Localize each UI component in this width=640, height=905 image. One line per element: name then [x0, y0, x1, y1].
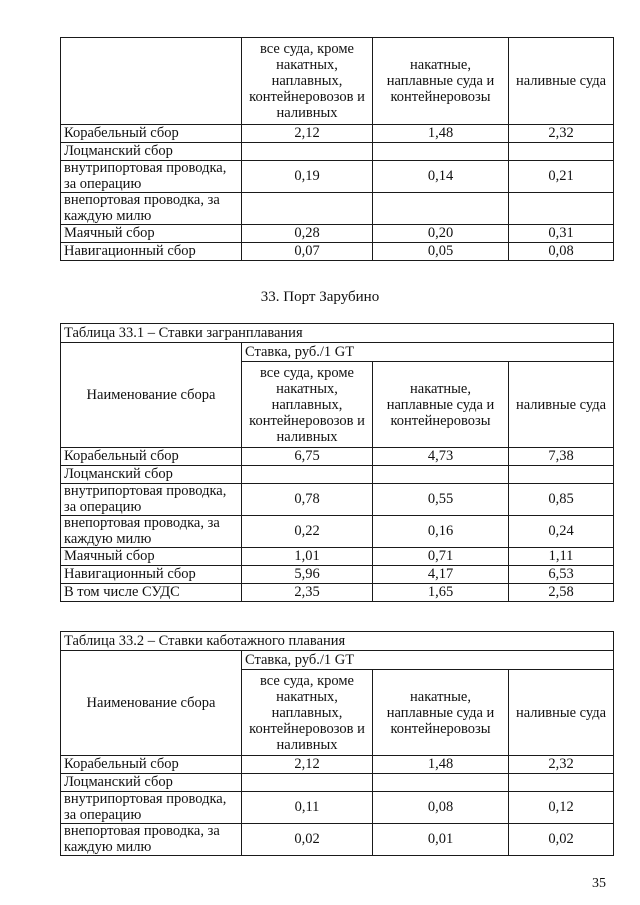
table-caption: Таблица 33.2 – Ставки каботажного плавания: [61, 632, 614, 651]
fee-name: внепортовая проводка, за каждую милю: [61, 824, 242, 856]
table-row: [61, 548, 614, 566]
table-row: [61, 466, 614, 484]
rate-value: 0,01: [373, 824, 509, 856]
rate-value: 0,11: [242, 792, 373, 824]
section-heading: 33. Порт Зарубино: [260, 289, 380, 305]
col-header-roro: накатные, наплавные суда и контейнеровозы: [373, 362, 509, 448]
rate-value: 0,08: [373, 792, 509, 824]
fee-name: внутрипортовая проводка, за операцию: [61, 161, 242, 193]
fee-name: Маячный сбор: [61, 548, 242, 566]
table-row: [61, 756, 614, 774]
rate-value: 0,19: [242, 161, 373, 193]
fee-name: Лоцманский сбор: [61, 143, 242, 161]
fee-name: Навигационный сбор: [61, 243, 242, 261]
rate-value: 0,78: [242, 484, 373, 516]
table-row: [61, 125, 614, 143]
rate-value: 6,75: [242, 448, 373, 466]
rate-value: 1,48: [373, 756, 509, 774]
rate-value: 0,31: [509, 225, 614, 243]
rate-value: 4,73: [373, 448, 509, 466]
table-row: [61, 484, 614, 516]
rate-label-row: [61, 343, 614, 362]
col-header-roro: накатные, наплавные суда и контейнеровозы: [373, 38, 509, 125]
rate-value: 0,02: [509, 824, 614, 856]
table-caption-row: [61, 632, 614, 651]
table-row: [61, 161, 614, 193]
table-caption-row: [61, 324, 614, 343]
fee-name: внутрипортовая проводка, за операцию: [61, 792, 242, 824]
fee-name: внепортовая проводка, за каждую милю: [61, 193, 242, 225]
rate-value: [509, 143, 614, 161]
rate-value: 0,07: [242, 243, 373, 261]
col-header-general: все суда, кроме накатных, наплавных, контейнеровозов и наливных: [242, 670, 373, 756]
rate-value: 0,08: [509, 243, 614, 261]
rate-value: 0,20: [373, 225, 509, 243]
rate-value: 2,32: [509, 756, 614, 774]
rate-value: 2,35: [242, 584, 373, 602]
rate-value: [242, 193, 373, 225]
rate-value: [509, 466, 614, 484]
table-row: [61, 584, 614, 602]
table-row: [61, 516, 614, 548]
rate-value: [242, 143, 373, 161]
rate-value: [373, 466, 509, 484]
rate-value: 0,71: [373, 548, 509, 566]
fee-name: внутрипортовая проводка, за операцию: [61, 484, 242, 516]
page-number: 35: [592, 876, 606, 891]
rate-value: 0,21: [509, 161, 614, 193]
rate-value: 1,11: [509, 548, 614, 566]
name-header: Наименование сбора: [61, 651, 242, 756]
rate-label-row: [61, 651, 614, 670]
name-header: Наименование сбора: [61, 343, 242, 448]
rate-value: 0,24: [509, 516, 614, 548]
rate-value: 2,58: [509, 584, 614, 602]
rate-value: 1,48: [373, 125, 509, 143]
col-header-general: все суда, кроме накатных, наплавных, контейнеровозов и наливных: [242, 38, 373, 125]
rate-value: 5,96: [242, 566, 373, 584]
rate-value: 0,28: [242, 225, 373, 243]
col-header-tanker: наливные суда: [509, 38, 614, 125]
col-header-roro: накатные, наплавные суда и контейнеровозы: [373, 670, 509, 756]
rate-value: 2,32: [509, 125, 614, 143]
fee-name: Лоцманский сбор: [61, 466, 242, 484]
rate-value: [373, 774, 509, 792]
rate-value: [373, 143, 509, 161]
fee-name: Лоцманский сбор: [61, 774, 242, 792]
fee-name: Корабельный сбор: [61, 448, 242, 466]
col-header-tanker: наливные суда: [509, 362, 614, 448]
rate-value: 6,53: [509, 566, 614, 584]
empty-header-cell: [61, 38, 242, 125]
table-row: [61, 774, 614, 792]
rate-label: Ставка, руб./1 GT: [242, 651, 614, 670]
rate-label: Ставка, руб./1 GT: [242, 343, 614, 362]
table-header-row: [61, 38, 614, 125]
rate-value: 2,12: [242, 125, 373, 143]
table-caption: Таблица 33.1 – Ставки загранплавания: [61, 324, 614, 343]
rate-value: [373, 193, 509, 225]
table-33-1: [60, 323, 614, 602]
fee-table-continued: [60, 37, 614, 261]
table-row: [61, 143, 614, 161]
rate-value: 1,01: [242, 548, 373, 566]
rate-value: [509, 774, 614, 792]
fee-name: Маячный сбор: [61, 225, 242, 243]
rate-value: 0,02: [242, 824, 373, 856]
rate-value: 0,55: [373, 484, 509, 516]
fee-name: внепортовая проводка, за каждую милю: [61, 516, 242, 548]
table-row: [61, 193, 614, 225]
rate-value: 1,65: [373, 584, 509, 602]
col-header-tanker: наливные суда: [509, 670, 614, 756]
table-row: [61, 225, 614, 243]
rate-value: [509, 193, 614, 225]
table-row: [61, 824, 614, 856]
rate-value: 2,12: [242, 756, 373, 774]
rate-value: 4,17: [373, 566, 509, 584]
table-row: [61, 566, 614, 584]
rate-value: 0,22: [242, 516, 373, 548]
rate-value: 0,16: [373, 516, 509, 548]
rate-value: 0,05: [373, 243, 509, 261]
table-33-2: [60, 631, 614, 856]
table-row: [61, 792, 614, 824]
fee-name: Навигационный сбор: [61, 566, 242, 584]
rate-value: [242, 466, 373, 484]
fee-name: Корабельный сбор: [61, 125, 242, 143]
rate-value: 0,14: [373, 161, 509, 193]
fee-name: Корабельный сбор: [61, 756, 242, 774]
rate-value: 0,12: [509, 792, 614, 824]
fee-name: В том числе СУДС: [61, 584, 242, 602]
rate-value: [242, 774, 373, 792]
rate-value: 7,38: [509, 448, 614, 466]
table-row: [61, 448, 614, 466]
col-header-general: все суда, кроме накатных, наплавных, контейнеровозов и наливных: [242, 362, 373, 448]
rate-value: 0,85: [509, 484, 614, 516]
table-row: [61, 243, 614, 261]
